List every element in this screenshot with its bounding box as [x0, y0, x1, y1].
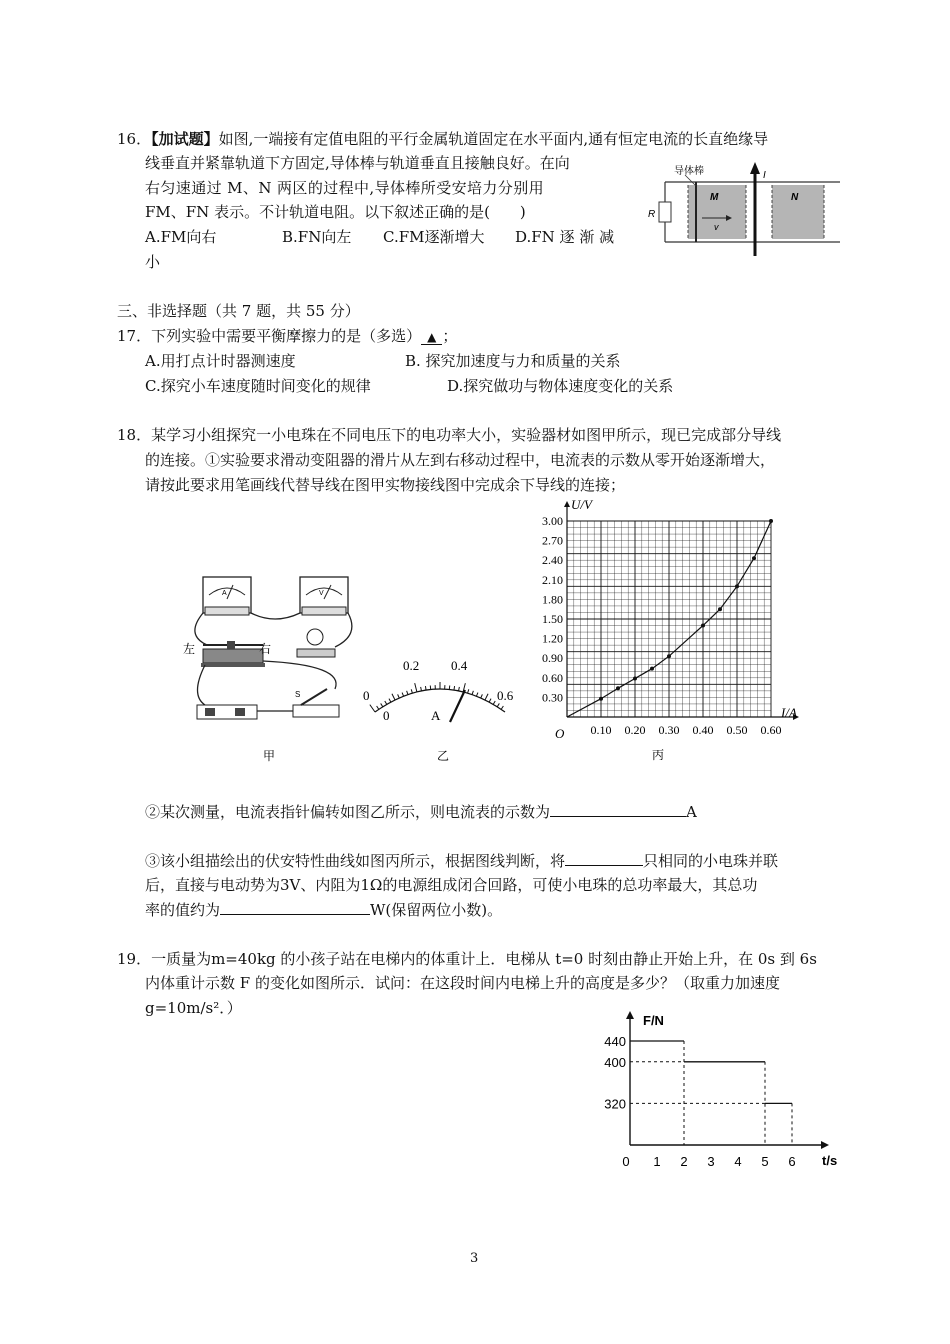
- data-point: [752, 556, 756, 560]
- q19-line2: 内体重计示数 F 的变化如图所示．试问：在这段时间内电梯上升的高度是多少？（取重力加速度: [145, 974, 780, 992]
- ft-x-tick-label: 5: [761, 1154, 769, 1169]
- y-tick-label: 0.60: [542, 670, 563, 685]
- q17-option-a: A.用打点计时器测速度: [145, 352, 296, 370]
- q17-stem: 17．下列实验中需要平衡摩擦力的是（多选） ▲ ；: [117, 327, 458, 345]
- fig-c-ui-chart: [525, 495, 805, 770]
- ft-x-tick-label: 3: [707, 1154, 715, 1169]
- scale-minor-tick: [489, 699, 491, 703]
- scale-minor-tick: [481, 694, 483, 698]
- bulb-icon: [297, 629, 335, 657]
- q16-line1: [117, 128, 768, 150]
- label-n: N: [791, 192, 799, 203]
- ft-y-arrow-icon: [626, 1011, 634, 1019]
- chart-origin-label: O: [555, 726, 565, 741]
- label-m: M: [710, 192, 719, 203]
- svg-text:A: A: [222, 590, 227, 597]
- svg-text:S: S: [295, 690, 301, 699]
- scale-tick-0-2: 0.2: [403, 658, 420, 673]
- ft-x-axis-label: t/s: [822, 1153, 838, 1168]
- x-tick-label: 0.20: [624, 723, 646, 737]
- x-tick-label: 0.60: [760, 723, 782, 737]
- q17-option-d: D.探究做功与物体速度变化的关系: [447, 377, 674, 395]
- scale-zero: 0: [383, 708, 390, 723]
- q18-part2: ②某次测量，电流表指针偏转如图乙所示，则电流表的示数为 A: [145, 800, 697, 823]
- y-axis-arrow-icon: [564, 501, 570, 507]
- q17-blank: ▲: [421, 330, 442, 345]
- q16-option-d: D.FN 逐 渐 减: [515, 228, 615, 246]
- ft-y-axis-label: F/N: [643, 1013, 664, 1028]
- ft-x-tick-label: 0: [622, 1154, 630, 1169]
- data-point: [701, 624, 705, 628]
- label-left: 左: [183, 642, 196, 656]
- ft-x-tick-label: 6: [788, 1154, 796, 1169]
- ft-y-tick-label: 400: [604, 1054, 626, 1070]
- scale-minor-tick: [421, 687, 422, 691]
- ft-x-tick-label: 2: [680, 1154, 688, 1169]
- scale-minor-tick: [485, 694, 488, 700]
- scale-minor-tick: [381, 703, 383, 706]
- data-point: [769, 519, 773, 523]
- data-point: [735, 584, 739, 588]
- scale-minor-tick: [459, 687, 460, 691]
- voltmeter-icon: [300, 577, 348, 615]
- scale-tick-0: 0: [363, 688, 370, 703]
- scale-minor-tick: [415, 683, 417, 692]
- pointer-needle: [450, 690, 465, 722]
- resistor-r: [659, 202, 671, 222]
- scale-minor-tick: [476, 693, 477, 697]
- y-tick-label: 3.00: [542, 514, 563, 528]
- label-right: 右: [259, 642, 272, 656]
- x-tick-label: 0.40: [692, 723, 714, 737]
- scale-minor-tick: [389, 699, 391, 703]
- y-tick-label: 1.20: [542, 631, 563, 646]
- q16-option-a: A.FM向右: [145, 228, 217, 246]
- q16-line4: FM、FN 表示。不计轨道电阻。以下叙述正确的是( ): [145, 203, 526, 221]
- scale-minor-tick: [370, 705, 375, 712]
- q16-option-b: B.FN向左: [282, 228, 352, 246]
- scale-minor-tick: [392, 694, 395, 700]
- q18-part2-blank: [550, 800, 686, 817]
- y-tick-label: 2.70: [542, 533, 563, 548]
- data-point: [599, 697, 603, 701]
- q16-tag: 【加试题】: [151, 130, 219, 148]
- switch-icon: [293, 689, 339, 717]
- scale-minor-tick: [468, 689, 469, 693]
- q16-line2: 线垂直并紧靠轨道下方固定,导体棒与轨道垂直且接触良好。在向: [145, 154, 570, 172]
- page-number: 3: [470, 1251, 479, 1266]
- y-tick-label: 2.10: [542, 572, 563, 587]
- ft-y-tick-label: 320: [604, 1096, 626, 1112]
- x-tick-label: 0.30: [658, 723, 680, 737]
- y-tick-label: 2.40: [542, 553, 563, 568]
- scale-minor-tick: [402, 693, 403, 697]
- chart-x-axis-label: I/A: [781, 705, 797, 720]
- scale-minor-tick: [407, 691, 408, 695]
- scale-tick-0-4: 0.4: [451, 658, 468, 673]
- data-point: [718, 607, 722, 611]
- fig-q19-ft-chart: [595, 1005, 850, 1175]
- scale-minor-tick: [497, 703, 499, 706]
- fig-b-caption: 乙: [437, 749, 450, 763]
- scale-minor-tick: [398, 694, 400, 698]
- q18-part3-blank-count: [565, 849, 643, 866]
- svg-text:V: V: [319, 590, 324, 597]
- q16-option-c: C.FM逐渐增大: [383, 228, 485, 246]
- q16-text: 如图,一端接有定值电阻的平行金属轨道固定在水平面内,通有恒定电流的长直绝缘导: [218, 130, 769, 148]
- scale-minor-tick: [493, 701, 495, 704]
- scale-minor-tick: [385, 701, 387, 704]
- q18-part3-line3: 率的值约为 W(保留两位小数)。: [145, 898, 502, 921]
- label-v: v: [714, 222, 719, 232]
- scale-minor-tick: [454, 686, 455, 690]
- q18-part3-blank-power: [220, 898, 370, 915]
- fig-b-ammeter-scale: [355, 650, 525, 765]
- fig-a-caption: 甲: [263, 749, 276, 763]
- q18-part3-line1: ③该小组描绘出的伏安特性曲线如图丙所示，根据图线判断，将 只相同的小电珠并联: [145, 849, 778, 872]
- battery-icon: [197, 705, 257, 719]
- y-tick-label: 0.30: [542, 690, 563, 705]
- ft-x-arrow-icon: [821, 1141, 829, 1149]
- scale-minor-tick: [501, 706, 503, 709]
- scale-minor-tick: [411, 689, 412, 693]
- chart-y-axis-label: U/V: [571, 497, 592, 512]
- scale-minor-tick: [425, 686, 426, 690]
- q17-option-b: B. 探究加速度与力和质量的关系: [405, 352, 621, 370]
- data-point: [616, 686, 620, 690]
- rheostat-icon: [201, 641, 265, 667]
- label-r: R: [648, 209, 656, 220]
- q17-option-c: C.探究小车速度随时间变化的规律: [145, 377, 371, 395]
- scale-unit: A: [431, 708, 441, 723]
- q18-line3: 请按此要求用笔画线代替导线在图甲实物接线图中完成余下导线的连接；: [145, 476, 626, 494]
- y-tick-label: 1.50: [542, 612, 563, 626]
- data-point: [667, 654, 671, 658]
- q18-part3-line2: 后，直接与电动势为3V、内阻为1Ω的电源组成闭合回路，可使小电珠的总功率最大，其总功: [145, 876, 758, 894]
- label-rod: 导体棒: [674, 166, 704, 177]
- ft-x-tick-label: 1: [653, 1154, 661, 1169]
- label-i: I: [763, 170, 766, 181]
- q16-figure: [640, 160, 845, 260]
- fig-a-apparatus: [175, 565, 365, 765]
- ft-x-tick-label: 4: [734, 1154, 742, 1169]
- q19-line1: 19．一质量为m=40kg 的小孩子站在电梯内的体重计上．电梯从 t=0 时刻由静止开始上升，在 0s 到 6s: [117, 950, 817, 968]
- q16-option-d-tail: 小: [145, 253, 161, 271]
- q19-line3: g=10m/s²．）: [145, 999, 242, 1017]
- q16-line3: 右匀速通过 M、N 两区的过程中,导体棒所受安培力分别用: [145, 179, 544, 197]
- data-point: [633, 676, 637, 680]
- current-arrow-icon: [750, 162, 760, 174]
- scale-minor-tick: [377, 706, 379, 709]
- section-3-heading: 三、非选择题（共 7 题，共 55 分）: [117, 302, 360, 320]
- scale-tick-0-6: 0.6: [497, 688, 514, 703]
- x-tick-label: 0.10: [590, 723, 612, 737]
- scale-minor-tick: [472, 691, 473, 695]
- y-tick-label: 0.90: [542, 651, 563, 666]
- q18-line2: 的连接。①实验要求滑动变阻器的滑片从左到右移动过程中，电流表的示数从零开始逐渐增大，: [145, 451, 776, 469]
- ft-y-tick-label: 440: [604, 1034, 626, 1049]
- q18-line1: 18．某学习小组探究一小电珠在不同电压下的电功率大小，实验器材如图甲所示，现已完成部分导线: [117, 426, 782, 444]
- fig-c-caption: 丙: [652, 748, 665, 762]
- q16-number: 16．: [117, 130, 152, 148]
- ammeter-icon: [203, 577, 251, 615]
- data-point: [650, 667, 654, 671]
- x-tick-label: 0.50: [726, 723, 748, 737]
- y-tick-label: 1.80: [542, 592, 563, 607]
